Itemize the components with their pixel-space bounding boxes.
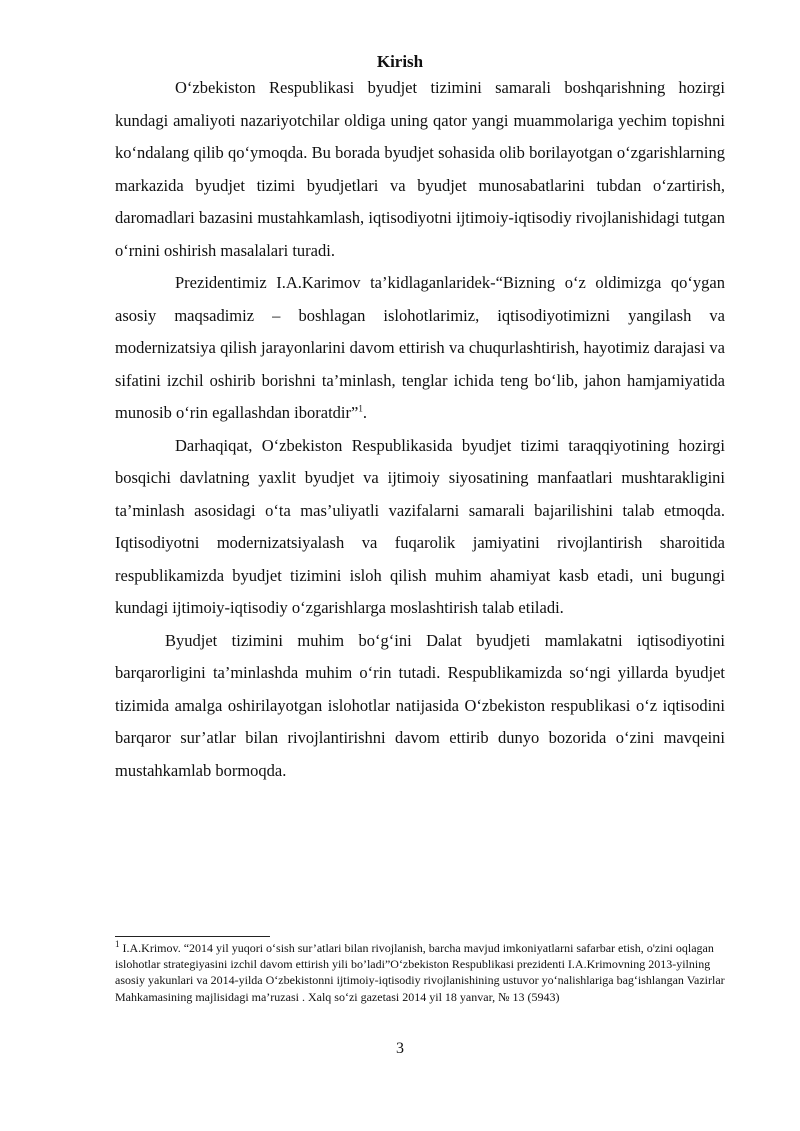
paragraph-3: Darhaqiqat, O‘zbekiston Respublikasida byudjet tizimi taraqqiyotining hozirgi bosqichi davlatning yaxlit byudjet va ijtimoiy siyosatining manfaatlari mushtarakligini ta’minlash asosidagi o‘ta mas’uliyatli vazifalarni samarali bajarilishini talab etmoqda. Iqtisodiyotni modernizatsiyalash va fuqarolik jamiyatini rivojlantirish sharoitida respublikamizda byudjet tizimini isloh qilish muhim ahamiyat kasb etadi, uni bugungi kundagi ijtimoiy-iqtisodiy o‘zgarishlarga moslashtirish talab etiladi.: [115, 435, 725, 617]
section-title: Kirish: [376, 52, 424, 71]
paragraph-2-text: Prezidentimiz I.A.Karimov ta’kidlaganlaridek-“Bizning o‘z oldimizga qo‘ygan asosiy maqsadimiz – boshlagan islohotlarimiz, iqtisodiyotimizni yangilash va modernizatsiya qilish jarayonlarini davom ettirish va chuqurlashtirish, hayotimiz darajasi va sifatini izchil oshirib borishni ta’minlash, tenglar ichida teng bo‘lib, jahon hamjamiyatida munosib o‘rin egallashdan iboratdir”: [115, 273, 725, 422]
paragraph-2-tail: .: [362, 403, 367, 422]
paragraph-2: [115, 267, 725, 430]
paragraph-4: Byudjet tizimini muhim bo‘g‘ini Dalat byudjeti mamlakatni iqtisodiyotini barqarorligini ta’minlashda muhim o‘rin tutadi. Respublikamizda so‘ngi yillarda byudjet tizimida amalga oshirilayotgan islohotlar natijasida O‘zbekiston respublikasi o‘z iqtisodini barqaror sur’atlar bilan rivojlantirishni davom ettirib dunyo bozorida o‘zini mavqeini mustahkamlab bormoqda.: [115, 630, 725, 780]
footnote-text: I.A.Krimov. “2014 yil yuqori o‘sish sur’atlari bilan rivojlanish, barcha mavjud imkoniyatlarni safarbar etish, o'zini oqlagan islohotlar strategiyasini izchil davom ettirish yili bo’ladi”O‘zbekiston Respublikasi prezidenti I.A.Krimovning 2013-yilning asosiy yakunlari va 2014-yilda O‘zbekistonni ijtimoiy-iqtisodiy rivojlanishining ustuvor yo‘nalishlariga bag‘ishlangan Vazirlar Mahkamasining majlisidagi ma’ruzasi . Xalq so‘zi gazetasi 2014 yil 18 yanvar, № 13 (5943): [115, 941, 725, 1004]
footnote-reference[interactable]: 1: [358, 403, 363, 414]
footnote-separator: [115, 936, 270, 937]
page-number: 3: [396, 1040, 404, 1057]
body-text: [115, 72, 725, 787]
footnote: [115, 940, 725, 1005]
paragraph-1: O‘zbekiston Respublikasi byudjet tizimini samarali boshqarishning hozirgi kundagi amaliyoti nazariyotchilar oldiga uning qator yangi muammolariga yechim topishni ko‘ndalang qilib qo‘ymoqda. Bu borada byudjet sohasida olib borilayotgan o‘zgarishlarning markazida byudjet tizimi byudjetlari va byudjet munosabatlarini tubdan o‘zartirish, daromadlari bazasini mustahkamlash, iqtisodiyotni ijtimoiy-iqtisodiy rivojlanishidagi tutgan o‘rnini oshirish masalalari turadi.: [115, 78, 725, 260]
footnote-marker: 1: [115, 939, 120, 949]
